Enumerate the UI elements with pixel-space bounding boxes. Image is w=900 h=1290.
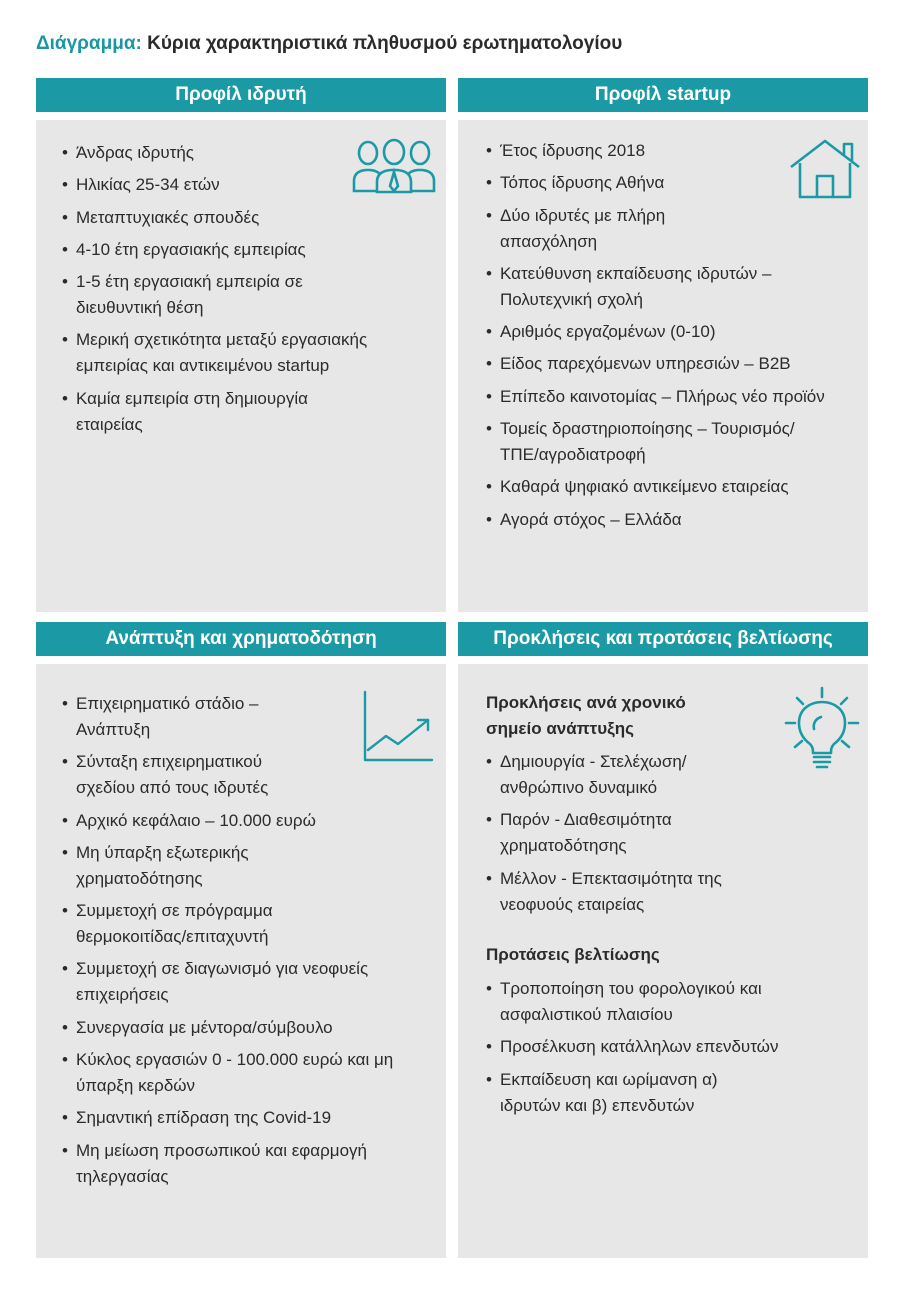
- list-item: • Τόπος ίδρυσης Αθήνα: [486, 170, 826, 196]
- list-item: • Δύο ιδρυτές με πλήρη απασχόληση: [486, 203, 730, 255]
- list-item: • Συνεργασία με μέντορα/σύμβουλο: [62, 1015, 432, 1041]
- list-item: • Εκπαίδευση και ωρίμανση α) ιδρυτών και β) επενδυτών: [486, 1067, 770, 1119]
- growth-list: [62, 691, 432, 1196]
- list-item: • Είδος παρεχόμενων υπηρεσιών – B2B: [486, 351, 826, 377]
- panel-founder-body: [36, 120, 446, 612]
- list-item: • Καθαρά ψηφιακό αντικείμενο εταιρείας: [486, 474, 790, 500]
- list-item: • Ηλικίας 25-34 ετών: [62, 172, 422, 198]
- list-item: • 4-10 έτη εργασιακής εμπειρίας: [62, 237, 422, 263]
- list-item: • Κατεύθυνση εκπαίδευσης ιδρυτών – Πολυτεχνική σχολή: [486, 261, 826, 313]
- challenges-list: [486, 749, 786, 924]
- list-item: • Άνδρας ιδρυτής: [62, 140, 422, 166]
- list-item: • Συμμετοχή σε πρόγραμμα θερμοκοιτίδας/επιταχυντή: [62, 898, 336, 950]
- list-item: • Καμία εμπειρία στη δημιουργία εταιρείας: [62, 386, 366, 438]
- list-item: • Έτος ίδρυσης 2018: [486, 138, 826, 164]
- challenges-subheading: Προκλήσεις ανά χρονικό σημείο ανάπτυξης: [486, 693, 686, 738]
- startup-list: [486, 138, 826, 539]
- list-item: • Μεταπτυχιακές σπουδές: [62, 205, 422, 231]
- list-item: • Μερική σχετικότητα μεταξύ εργασιακής εμπειρίας και αντικειμένου startup: [62, 327, 422, 379]
- list-item: • Μέλλον - Επεκτασιμότητα της νεοφυούς εταιρείας: [486, 866, 786, 918]
- lightbulb-icon: [783, 686, 861, 772]
- list-item: • Δημιουργία - Στελέχωση/ ανθρώπινο δυναμικό: [486, 749, 750, 801]
- panel-growth-body: [36, 664, 446, 1258]
- list-item: • Σημαντική επίδραση της Covid-19: [62, 1105, 432, 1131]
- title-prefix: Διάγραμμα:: [36, 33, 142, 54]
- list-item: • Μη ύπαρξη εξωτερικής χρηματοδότησης: [62, 840, 301, 892]
- list-item: • Επίπεδο καινοτομίας – Πλήρως νέο προϊόν: [486, 384, 830, 410]
- list-item: • Αριθμός εργαζομένων (0-10): [486, 319, 826, 345]
- panel-startup-body: [458, 120, 868, 612]
- list-item: • Προσέλκυση κατάλληλων επενδυτών: [486, 1034, 836, 1060]
- founder-list: [62, 140, 422, 444]
- list-item: • Παρόν - Διαθεσιμότητα χρηματοδότησης: [486, 807, 730, 859]
- panel-challenges-body: [458, 664, 868, 1258]
- list-item: • Σύνταξη επιχειρηματικού σχεδίου από τους ιδρυτές: [62, 749, 311, 801]
- panel-challenges-header: Προκλήσεις και προτάσεις βελτίωσης: [458, 622, 868, 656]
- list-item: • Κύκλος εργασιών 0 - 100.000 ευρώ και μη ύπαρξη κερδών: [62, 1047, 432, 1099]
- page-title: [36, 33, 622, 55]
- list-item: • Συμμετοχή σε διαγωνισμό για νεοφυείς επιχειρήσεις: [62, 956, 432, 1008]
- title-text: Κύρια χαρακτηριστικά πληθυσμού ερωτηματολογίου: [147, 33, 623, 54]
- list-item: • Μη μείωση προσωπικού και εφαρμογή τηλεργασίας: [62, 1138, 432, 1190]
- list-item: • 1-5 έτη εργασιακή εμπειρία σε διευθυντική θέση: [62, 269, 346, 321]
- list-item: • Τομείς δραστηριοποίησης – Τουρισμός/ΤΠΕ/αγροδιατροφή: [486, 416, 800, 468]
- panel-startup-header: Προφίλ startup: [458, 78, 868, 112]
- list-item: • Αρχικό κεφάλαιο – 10.000 ευρώ: [62, 808, 432, 834]
- panel-founder-header: Προφίλ ιδρυτή: [36, 78, 446, 112]
- panel-growth-header: Ανάπτυξη και χρηματοδότηση: [36, 622, 446, 656]
- list-item: • Τροποποίηση του φορολογικού και ασφαλιστικού πλαισίου: [486, 976, 830, 1028]
- list-item: • Επιχειρηματικό στάδιο – Ανάπτυξη: [62, 691, 316, 743]
- list-item: • Αγορά στόχος – Ελλάδα: [486, 507, 826, 533]
- proposals-subheading: Προτάσεις βελτίωσης: [486, 945, 660, 964]
- proposals-list: [486, 976, 836, 1125]
